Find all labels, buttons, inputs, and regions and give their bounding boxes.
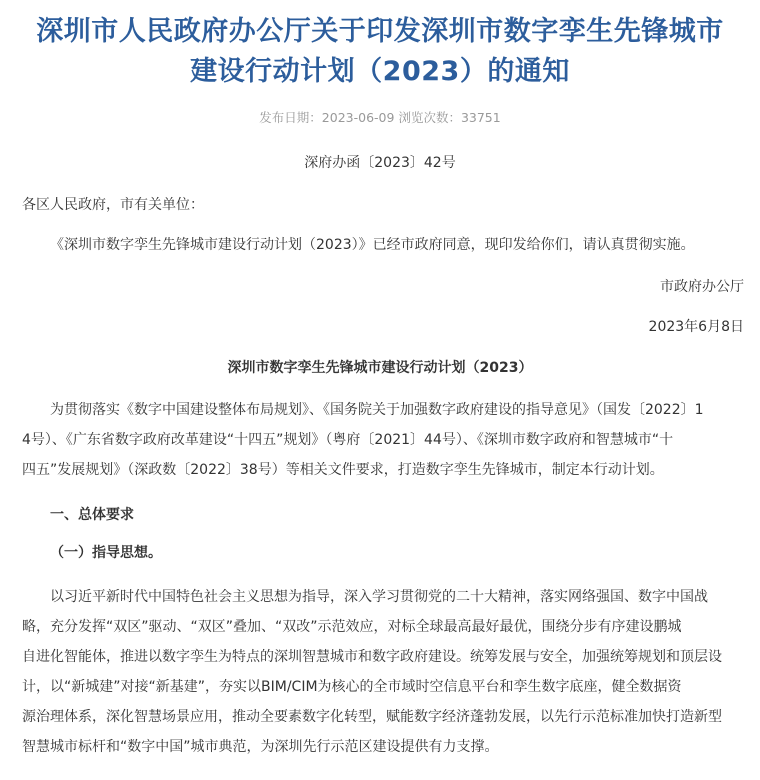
body-line: 略，充分发挥“双区”驱动、“双区”叠加、“双改”示范效应，对标全球最高最好最优，围绕分步有序建设鹏城 [22,619,682,635]
body-line: 计，以“新城建”对接“新基建”，夯实以BIM/CIM为核心的全市域时空信息平台和孪生数字底座，健全数据资 [22,679,682,695]
body-line: 以习近平新时代中国特色社会主义思想为指导，深入学习贯彻党的二十大精神，落实网络强国、数字中国战 [50,589,708,605]
page-title-line-1: 深圳市人民政府办公厅关于印发深圳市数字孪生先锋城市 [36,16,724,47]
section-heading: 一、总体要求 [50,507,134,523]
body-line: 智慧城市标杆和“数字中国”城市典范，为深圳先行示范区建设提供有力支撑。 [22,739,499,755]
doc-number: 深府办函〔2023〕42号 [304,155,456,171]
publish-label: 发布日期： [259,110,322,125]
plan-title: 深圳市数字孪生先锋城市建设行动计划（2023） [227,360,533,376]
body-line: 自进化智能体，推进以数字孪生为特点的深圳智慧城市和数字政府建设。统筹发展与安全，加强统筹规划和顶层设 [22,649,722,665]
body-line: 源治理体系，深化智慧场景应用，推动全要素数字化转型，赋能数字经济蓬勃发展，以先行示范标准加快打造新型 [22,709,722,725]
notice-text: 《深圳市数字孪生先锋城市建设行动计划（2023）》已经市政府同意，现印发给你们，请认真贯彻实施。 [50,237,695,253]
intro-line: 为贯彻落实《数字中国建设整体布局规划》、《国务院关于加强数字政府建设的指导意见》（国发〔2022〕1 [50,402,704,418]
publish-date: 2023-06-09 [321,110,395,125]
intro-line: 4号）、《广东省数字政府改革建设“十四五”规划》（粤府〔2021〕44号）、《深圳市数字政府和智慧城市“十 [22,432,674,448]
issue-date: 2023年6月8日 [648,319,744,335]
issuer: 市政府办公厅 [660,279,744,295]
views-label: 浏览次数： [398,110,461,125]
salutation: 各区人民政府，市有关单位： [22,197,204,213]
subsection-heading: （一）指导思想。 [50,545,162,561]
page-title-line-2: 建设行动计划（2023）的通知 [190,56,570,87]
views-count: 33751 [460,110,501,125]
article-meta [0,108,760,126]
intro-line: 四五”发展规划》（深政数〔2022〕38号）等相关文件要求，打造数字孪生先锋城市，制定本行动计划。 [22,462,664,478]
